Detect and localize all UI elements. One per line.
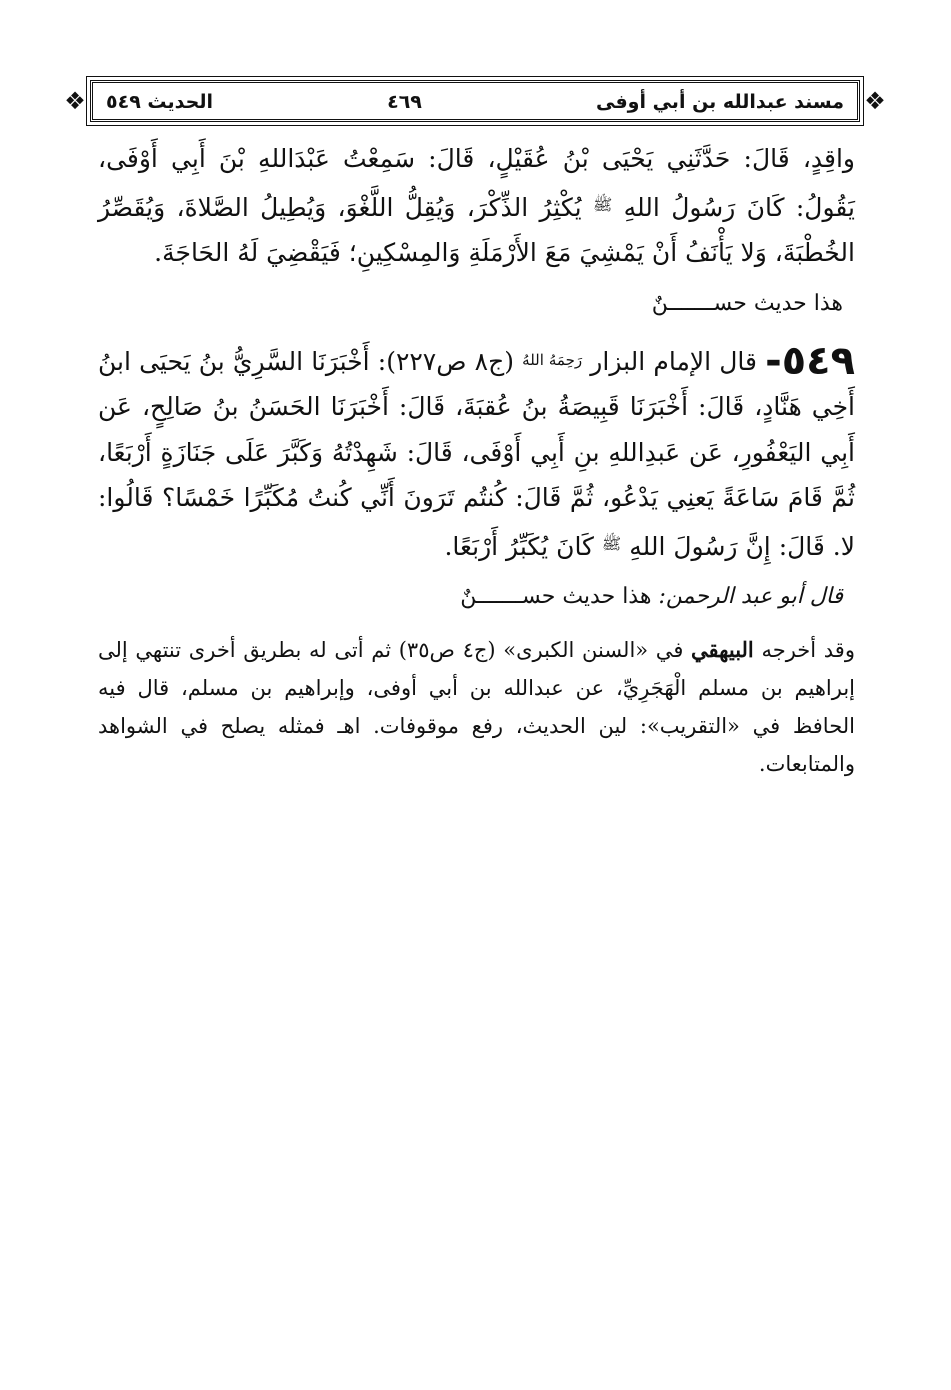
- salutation-mark: ﷺ: [592, 194, 613, 214]
- header-ornament-left-icon: ❖: [64, 87, 86, 115]
- honorific-mark: رَحِمَهُ اللهُ: [522, 350, 583, 369]
- hadith-grade-1: [98, 284, 843, 324]
- page-header: [62, 78, 888, 124]
- grade-prefix: هذا حديث: [753, 290, 843, 316]
- hadith-label: الحديث ٥٤٩: [106, 91, 213, 113]
- book-title: مسند عبدالله بن أبي أوفى: [595, 91, 844, 113]
- salutation-mark-2: ﷺ: [601, 533, 622, 553]
- hadith-reference: (ج٨ ص٢٢٧):: [377, 346, 514, 376]
- hadith-continued-part1: واقِدٍ، قَالَ: حَدَّثَنِي يَحْيَى بْنُ عُقَيْلٍ، قَالَ: سَمِعْتُ عَبْدَاللهِ بْنَ أَبِي أَوْفَى، يَقُولُ: كَانَ رَسُولُ اللهِ: [98, 144, 855, 222]
- grade-word: حســـــــنٌ: [651, 290, 747, 316]
- hadith-text: أَخْبَرَنَا السَّرِيُّ بنُ يَحيَى ابنُ أَخِي هَنَّادٍ، قَالَ: أَخْبَرَنَا قَبِيصَةُ بنُ عُقبَةَ، قَالَ: أَخْبَرَنَا الحَسَنُ بنُ صَالِحٍ، عَن أَبِي اليَعْفُورِ، عَن عَبدِاللهِ بنِ أَبِي أَوْفَى، قَالَ: شَهِدْتُهُ وَكَبَّرَ عَلَى جَنَازَةٍ أَرْبَعًا، ثُمَّ قَامَ سَاعَةً يَعنِي يَدْعُو، ثُمَّ قَالَ: كُنتُم تَرَونَ أَنِّي كُنتُ مُكَبِّرًا خَمْسًا؟ قَالُوا: لا. قَالَ: إِنَّ رَسُولَ اللهِ: [98, 346, 855, 561]
- hadith-continued-part2: يُكْثِرُ الذِّكْرَ، وَيُقِلُّ اللَّغْوَ، وَيُطِيلُ الصَّلاةَ، وَيُقَصِّرُ الخُطْبَةَ، وَلا يَأْنَفُ أَنْ يَمْشِيَ مَعَ الأَرْمَلَةِ وَالمِسْكِينِ؛ فَيَقْضِيَ لَهُ الحَاجَةَ.: [98, 192, 855, 267]
- grade-word-2: حســـــــنٌ: [460, 584, 556, 609]
- hadith-number: ٥٤٩-: [765, 337, 855, 384]
- hadith-continued-text: [98, 136, 855, 276]
- header-ornament-right-icon: ❖: [864, 87, 886, 115]
- commentary-paragraph: [98, 631, 855, 783]
- header-row: [106, 88, 844, 116]
- hadith-opening: قال الإمام البزار: [590, 346, 757, 376]
- grade-prefix-2: هذا حديث: [562, 584, 652, 609]
- commentary-text-a: وقد أخرجه: [761, 638, 855, 662]
- commentary-text-b: في «السنن الكبرى» (ج٤ ص٣٥) ثم أتى له بطريق أخرى تنتهي إلى إبراهيم بن مسلم الْهَجَرِيِّ، عن عبدالله بن أبي أوفى، وإبراهيم بن مسلم، قال فيه الحافظ في «التقريب»: لين الحديث، رفع موقوفات. اهـ فمثله يصلح في الشواهد والمتابعات.: [98, 638, 855, 776]
- hadith-text-end: كَانَ يُكَبِّرُ أَرْبَعًا.: [444, 531, 594, 561]
- hadith-549: [98, 338, 855, 570]
- page-number: ٤٦٩: [387, 91, 422, 113]
- page-content: [98, 136, 855, 783]
- commentary-author: البيهقي: [691, 637, 754, 662]
- abu-abdurrahman: قال أبو عبد الرحمن:: [658, 584, 843, 609]
- hadith-grade-2: [98, 577, 843, 617]
